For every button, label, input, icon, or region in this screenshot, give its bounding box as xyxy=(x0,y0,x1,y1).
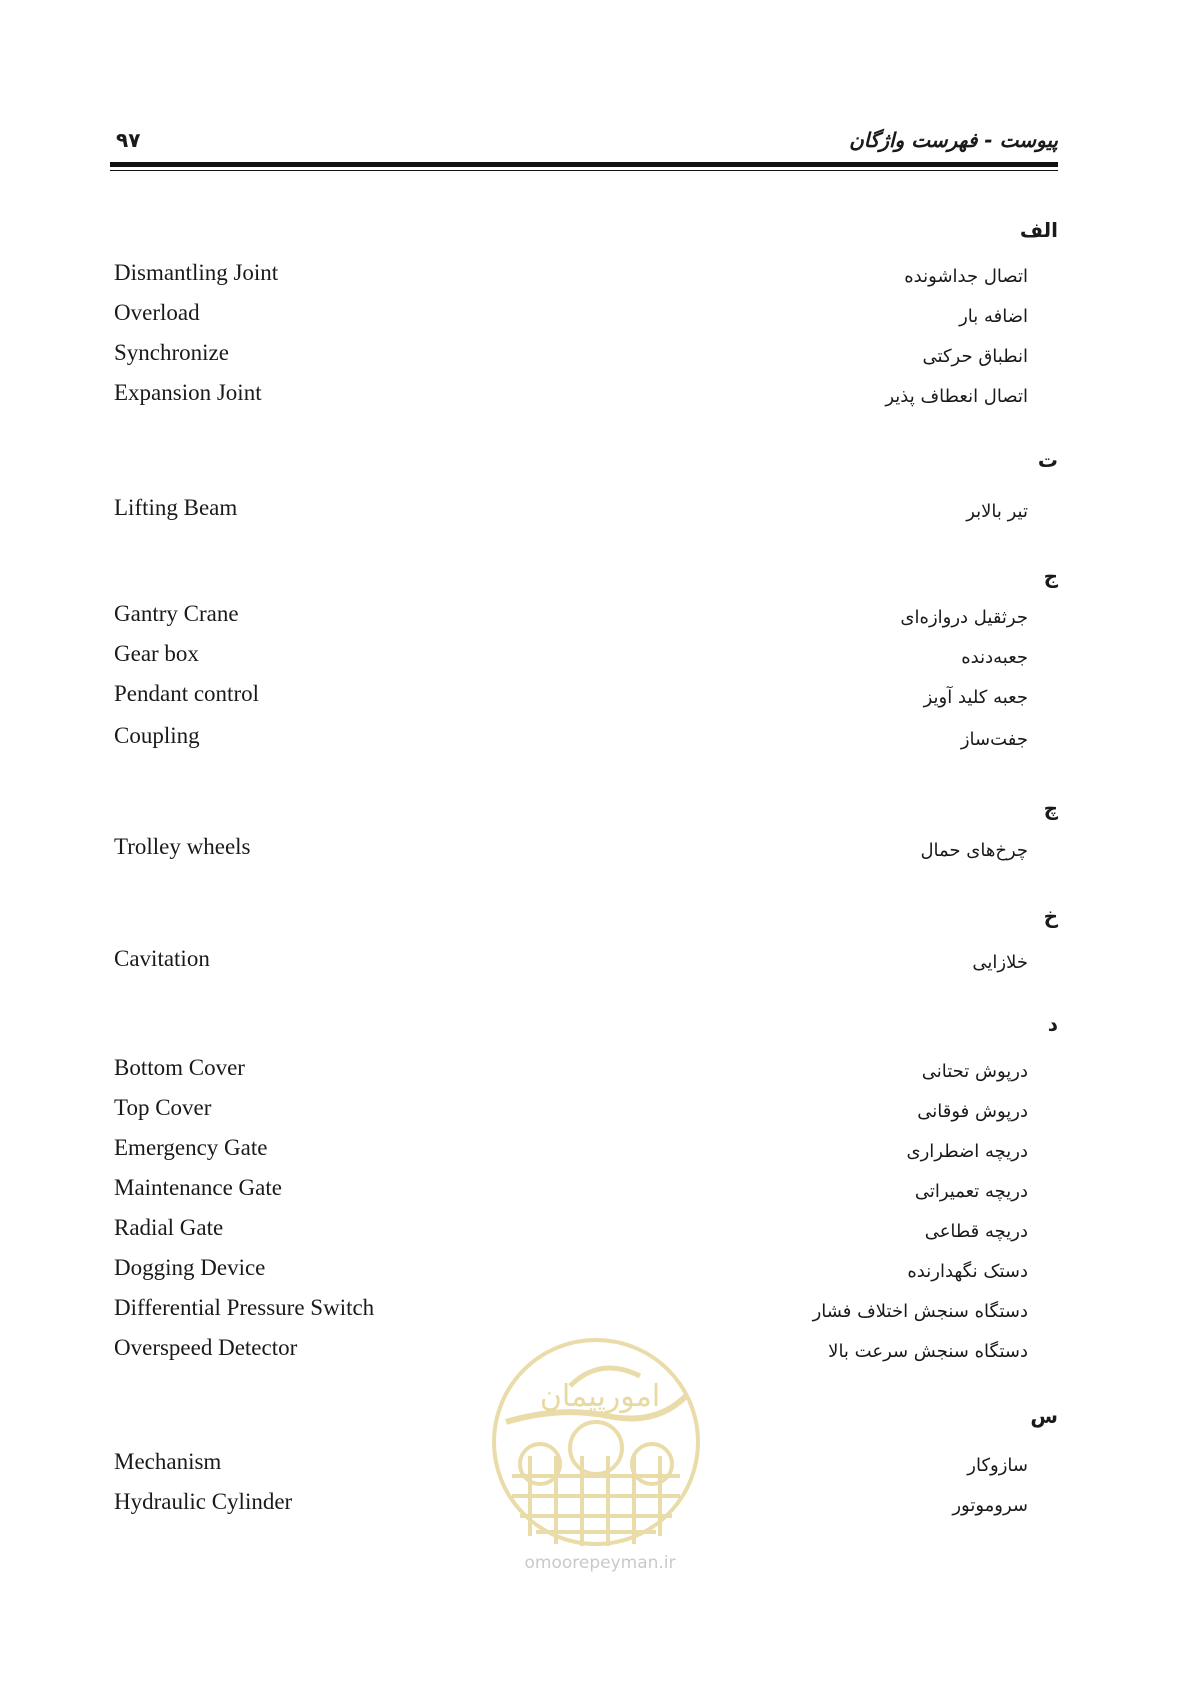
section-letter-khe: خ xyxy=(1043,904,1058,928)
section-letter-sin: س xyxy=(1030,1404,1058,1428)
term-english: Hydraulic Cylinder xyxy=(114,1489,293,1514)
term-english: Differential Pressure Switch xyxy=(114,1295,375,1320)
term-persian: انطباق حرکتی xyxy=(922,346,1028,367)
term-persian: جفت‌ساز xyxy=(960,729,1028,750)
term-english: Lifting Beam xyxy=(114,495,238,520)
term-persian: دریچه تعمیراتی xyxy=(914,1181,1028,1202)
term-english: Overload xyxy=(114,300,200,325)
term-english: Trolley wheels xyxy=(114,834,251,859)
term-persian: اتصال انعطاف پذیر xyxy=(885,386,1028,407)
term-english: Synchronize xyxy=(114,340,229,365)
page-number: ۹۷ xyxy=(116,128,141,152)
term-english: Emergency Gate xyxy=(114,1135,268,1160)
term-persian: درپوش فوقانی xyxy=(917,1101,1028,1122)
term-english: Overspeed Detector xyxy=(114,1335,298,1360)
term-persian: جعبه‌دنده xyxy=(961,647,1028,668)
term-english: Radial Gate xyxy=(114,1215,224,1240)
term-persian: دستک نگهدارنده xyxy=(907,1261,1028,1282)
header-rule-thick xyxy=(110,162,1058,167)
term-persian: چرخ‌های حمال xyxy=(920,840,1028,861)
page-header-title: پیوست - فهرست واژگان xyxy=(849,128,1058,152)
term-persian: تیر بالابر xyxy=(966,501,1028,522)
term-persian: دریچه اضطراری xyxy=(906,1141,1028,1162)
term-persian: جعبه کلید آویز xyxy=(923,687,1028,708)
term-persian: سازوکار xyxy=(967,1455,1028,1476)
term-persian: خلازایی xyxy=(972,952,1028,973)
svg-text:امورپیمان: امورپیمان xyxy=(539,1379,661,1414)
term-english: Bottom Cover xyxy=(114,1055,245,1080)
term-persian: دریچه قطاعی xyxy=(924,1221,1028,1242)
term-english: Gear box xyxy=(114,641,199,666)
term-persian: اضافه بار xyxy=(959,306,1028,327)
term-english: Cavitation xyxy=(114,946,210,971)
term-english: Pendant control xyxy=(114,681,259,706)
section-letter-jim: ج xyxy=(1043,564,1058,588)
header-rule-thin xyxy=(110,170,1058,171)
section-letter-dal: د xyxy=(1047,1012,1058,1036)
section-letter-te: ت xyxy=(1037,448,1058,472)
term-persian: دستگاه سنجش اختلاف فشار xyxy=(812,1301,1028,1322)
term-persian: اتصال جداشونده xyxy=(904,266,1028,287)
watermark-url: omoorepeyman.ir xyxy=(524,1553,676,1573)
term-english: Dogging Device xyxy=(114,1255,266,1280)
term-english: Dismantling Joint xyxy=(114,260,279,285)
term-english: Maintenance Gate xyxy=(114,1175,282,1200)
term-english: Coupling xyxy=(114,723,200,748)
term-english: Top Cover xyxy=(114,1095,212,1120)
term-persian: دستگاه سنجش سرعت بالا xyxy=(828,1341,1028,1362)
term-persian: جرثقیل دروازه‌ای xyxy=(900,607,1028,628)
term-english: Gantry Crane xyxy=(114,601,239,626)
section-letter-alef: الف xyxy=(1019,218,1058,242)
section-letter-che: چ xyxy=(1043,796,1058,820)
term-english: Mechanism xyxy=(114,1449,222,1474)
term-english: Expansion Joint xyxy=(114,380,262,405)
term-persian: درپوش تحتانی xyxy=(921,1061,1028,1082)
term-persian: سروموتور xyxy=(952,1495,1028,1516)
watermark-logo-icon xyxy=(490,1336,702,1548)
